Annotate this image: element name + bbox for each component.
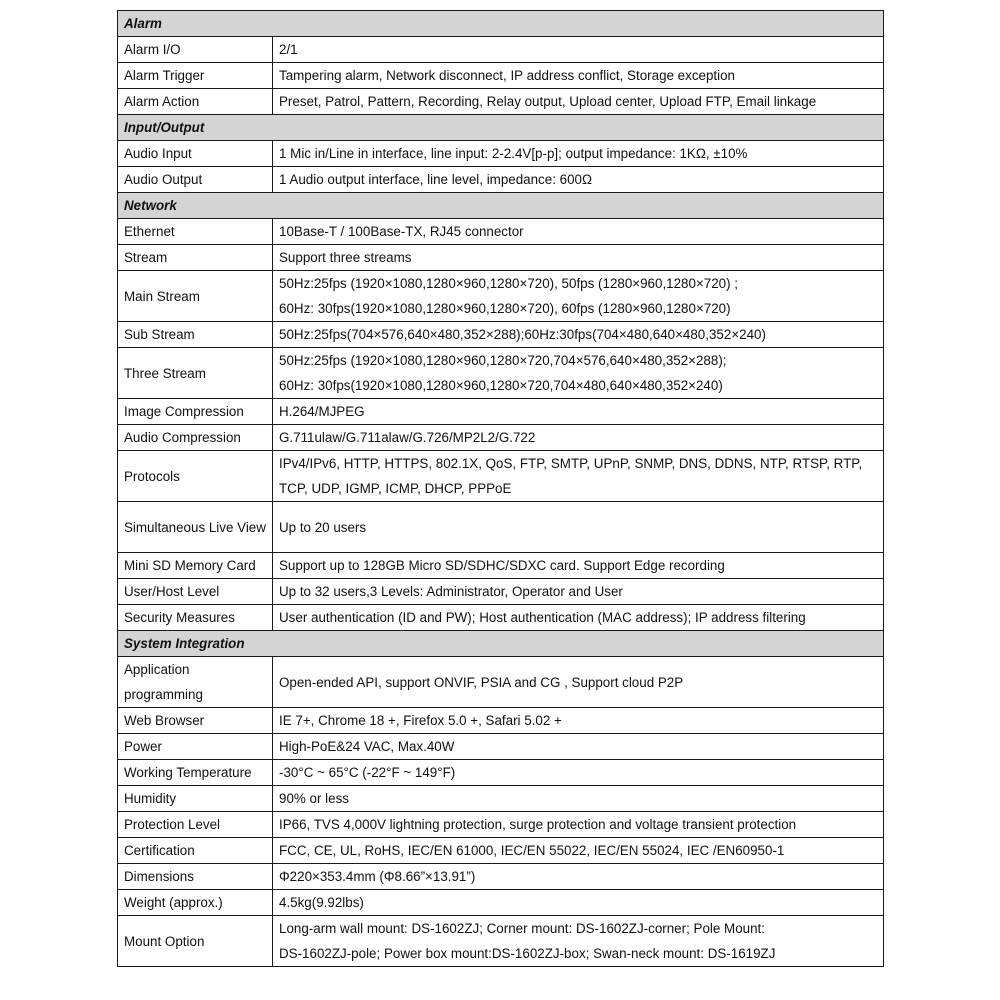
spec-value (273, 579, 884, 605)
spec-value-line: Support three streams (279, 250, 412, 265)
spec-value (273, 37, 884, 63)
spec-table-body (118, 11, 884, 967)
spec-row (118, 812, 884, 838)
spec-row (118, 838, 884, 864)
spec-label: Simultaneous Live View (118, 502, 273, 553)
section-header-row (118, 193, 884, 219)
spec-value (273, 605, 884, 631)
spec-label: Audio Input (118, 141, 273, 167)
spec-row (118, 864, 884, 890)
spec-label: Dimensions (118, 864, 273, 890)
spec-label: Web Browser (118, 708, 273, 734)
section-header-row (118, 115, 884, 141)
spec-label: Weight (approx.) (118, 890, 273, 916)
spec-value (273, 451, 884, 502)
spec-value (273, 425, 884, 451)
spec-value-line: 50Hz:25fps (1920×1080,1280×960,1280×720), 50fps (1280×960,1280×720) ; (279, 276, 739, 291)
spec-label: Working Temperature (118, 760, 273, 786)
spec-value-line: Long-arm wall mount: DS-1602ZJ; Corner mount: DS-1602ZJ-corner; Pole Mount: (279, 921, 765, 936)
spec-row (118, 141, 884, 167)
spec-label: Protection Level (118, 812, 273, 838)
spec-value-line: 60Hz: 30fps(1920×1080,1280×960,1280×720,704×480,640×480,352×240) (279, 378, 723, 393)
spec-label: Protocols (118, 451, 273, 502)
spec-value-line: H.264/MJPEG (279, 404, 365, 419)
spec-value (273, 89, 884, 115)
spec-value (273, 553, 884, 579)
spec-row (118, 916, 884, 967)
spec-value-line: 4.5kg(9.92lbs) (279, 895, 364, 910)
spec-value (273, 657, 884, 708)
spec-value-line: 90% or less (279, 791, 349, 806)
spec-row (118, 760, 884, 786)
spec-row (118, 348, 884, 399)
spec-value-line: IPv4/IPv6, HTTP, HTTPS, 802.1X, QoS, FTP, SMTP, UPnP, SNMP, DNS, DDNS, NTP, RTSP, RTP, (279, 456, 863, 471)
spec-label: Ethernet (118, 219, 273, 245)
section-title: Alarm (118, 11, 884, 37)
spec-value (273, 502, 884, 553)
spec-value (273, 734, 884, 760)
spec-label: Alarm Action (118, 89, 273, 115)
spec-row (118, 245, 884, 271)
spec-value (273, 708, 884, 734)
spec-value-line: Up to 32 users,3 Levels: Administrator, Operator and User (279, 584, 623, 599)
spec-row (118, 399, 884, 425)
spec-value (273, 838, 884, 864)
spec-value-line: 50Hz:25fps (1920×1080,1280×960,1280×720,704×576,640×480,352×288); (279, 353, 727, 368)
spec-row (118, 786, 884, 812)
spec-label: Sub Stream (118, 322, 273, 348)
spec-value-line: 60Hz: 30fps(1920×1080,1280×960,1280×720), 60fps (1280×960,1280×720) (279, 301, 731, 316)
spec-label: Mount Option (118, 916, 273, 967)
spec-table (117, 10, 884, 967)
spec-value (273, 786, 884, 812)
spec-row (118, 167, 884, 193)
spec-label: Application programming (118, 657, 273, 708)
spec-row (118, 63, 884, 89)
spec-value (273, 322, 884, 348)
spec-value-line: IE 7+, Chrome 18 +, Firefox 5.0 +, Safari 5.02 + (279, 713, 562, 728)
spec-label: Stream (118, 245, 273, 271)
section-title: System Integration (118, 631, 884, 657)
spec-value-line: Up to 20 users (279, 519, 367, 535)
spec-value (273, 245, 884, 271)
spec-label: Main Stream (118, 271, 273, 322)
spec-value (273, 864, 884, 890)
spec-value-line: TCP, UDP, IGMP, ICMP, DHCP, PPPoE (279, 481, 512, 496)
spec-label: Alarm I/O (118, 37, 273, 63)
spec-value-line: 2/1 (279, 42, 298, 57)
spec-row (118, 708, 884, 734)
spec-row (118, 219, 884, 245)
spec-row (118, 657, 884, 708)
spec-value-line: Tampering alarm, Network disconnect, IP address conflict, Storage exception (279, 68, 735, 83)
spec-value (273, 760, 884, 786)
spec-value (273, 141, 884, 167)
spec-value-line: FCC, CE, UL, RoHS, IEC/EN 61000, IEC/EN 55022, IEC/EN 55024, IEC /EN60950-1 (279, 843, 785, 858)
spec-value (273, 812, 884, 838)
spec-label: Image Compression (118, 399, 273, 425)
spec-row (118, 579, 884, 605)
section-header-row (118, 11, 884, 37)
spec-row (118, 734, 884, 760)
spec-value (273, 348, 884, 399)
spec-row (118, 890, 884, 916)
spec-value-line: 10Base-T / 100Base-TX, RJ45 connector (279, 224, 524, 239)
spec-value-line: 1 Audio output interface, line level, impedance: 600Ω (279, 172, 592, 187)
spec-value-line: User authentication (ID and PW); Host authentication (MAC address); IP address filtering (279, 610, 806, 625)
spec-value (273, 916, 884, 967)
spec-value-line: -30°C ~ 65°C (-22°F ~ 149°F) (279, 765, 456, 780)
spec-value (273, 167, 884, 193)
spec-label: User/Host Level (118, 579, 273, 605)
spec-row (118, 425, 884, 451)
spec-value (273, 399, 884, 425)
section-header-row (118, 631, 884, 657)
section-title: Network (118, 193, 884, 219)
spec-label: Humidity (118, 786, 273, 812)
spec-value-line: Preset, Patrol, Pattern, Recording, Relay output, Upload center, Upload FTP, Email linkage (279, 94, 817, 109)
spec-value-line: Open-ended API, support ONVIF, PSIA and CG , Support cloud P2P (279, 674, 684, 690)
spec-label: Certification (118, 838, 273, 864)
spec-label: Audio Compression (118, 425, 273, 451)
spec-value-line: 1 Mic in/Line in interface, line input: 2-2.4V[p-p]; output impedance: 1KΩ, ±10% (279, 146, 748, 161)
spec-label: Power (118, 734, 273, 760)
spec-value-line: High-PoE&24 VAC, Max.40W (279, 739, 455, 754)
spec-row (118, 322, 884, 348)
spec-row (118, 502, 884, 553)
spec-value-line: Support up to 128GB Micro SD/SDHC/SDXC card. Support Edge recording (279, 558, 725, 573)
section-title: Input/Output (118, 115, 884, 141)
spec-row (118, 605, 884, 631)
spec-row (118, 271, 884, 322)
spec-value (273, 890, 884, 916)
spec-value-line: IP66, TVS 4,000V lightning protection, surge protection and voltage transient protection (279, 817, 797, 832)
spec-label: Mini SD Memory Card (118, 553, 273, 579)
spec-row (118, 451, 884, 502)
spec-value-line: Φ220×353.4mm (Φ8.66”×13.91”) (279, 869, 476, 884)
spec-row (118, 553, 884, 579)
spec-value (273, 63, 884, 89)
spec-label: Audio Output (118, 167, 273, 193)
spec-value-line: 50Hz:25fps(704×576,640×480,352×288);60Hz:30fps(704×480,640×480,352×240) (279, 327, 766, 342)
spec-value-line: G.711ulaw/G.711alaw/G.726/MP2L2/G.722 (279, 430, 536, 445)
spec-label: Alarm Trigger (118, 63, 273, 89)
spec-row (118, 37, 884, 63)
spec-value (273, 219, 884, 245)
spec-label: Three Stream (118, 348, 273, 399)
spec-value (273, 271, 884, 322)
spec-label: Security Measures (118, 605, 273, 631)
spec-value-line: DS-1602ZJ-pole; Power box mount:DS-1602ZJ-box; Swan-neck mount: DS-1619ZJ (279, 946, 776, 961)
spec-row (118, 89, 884, 115)
